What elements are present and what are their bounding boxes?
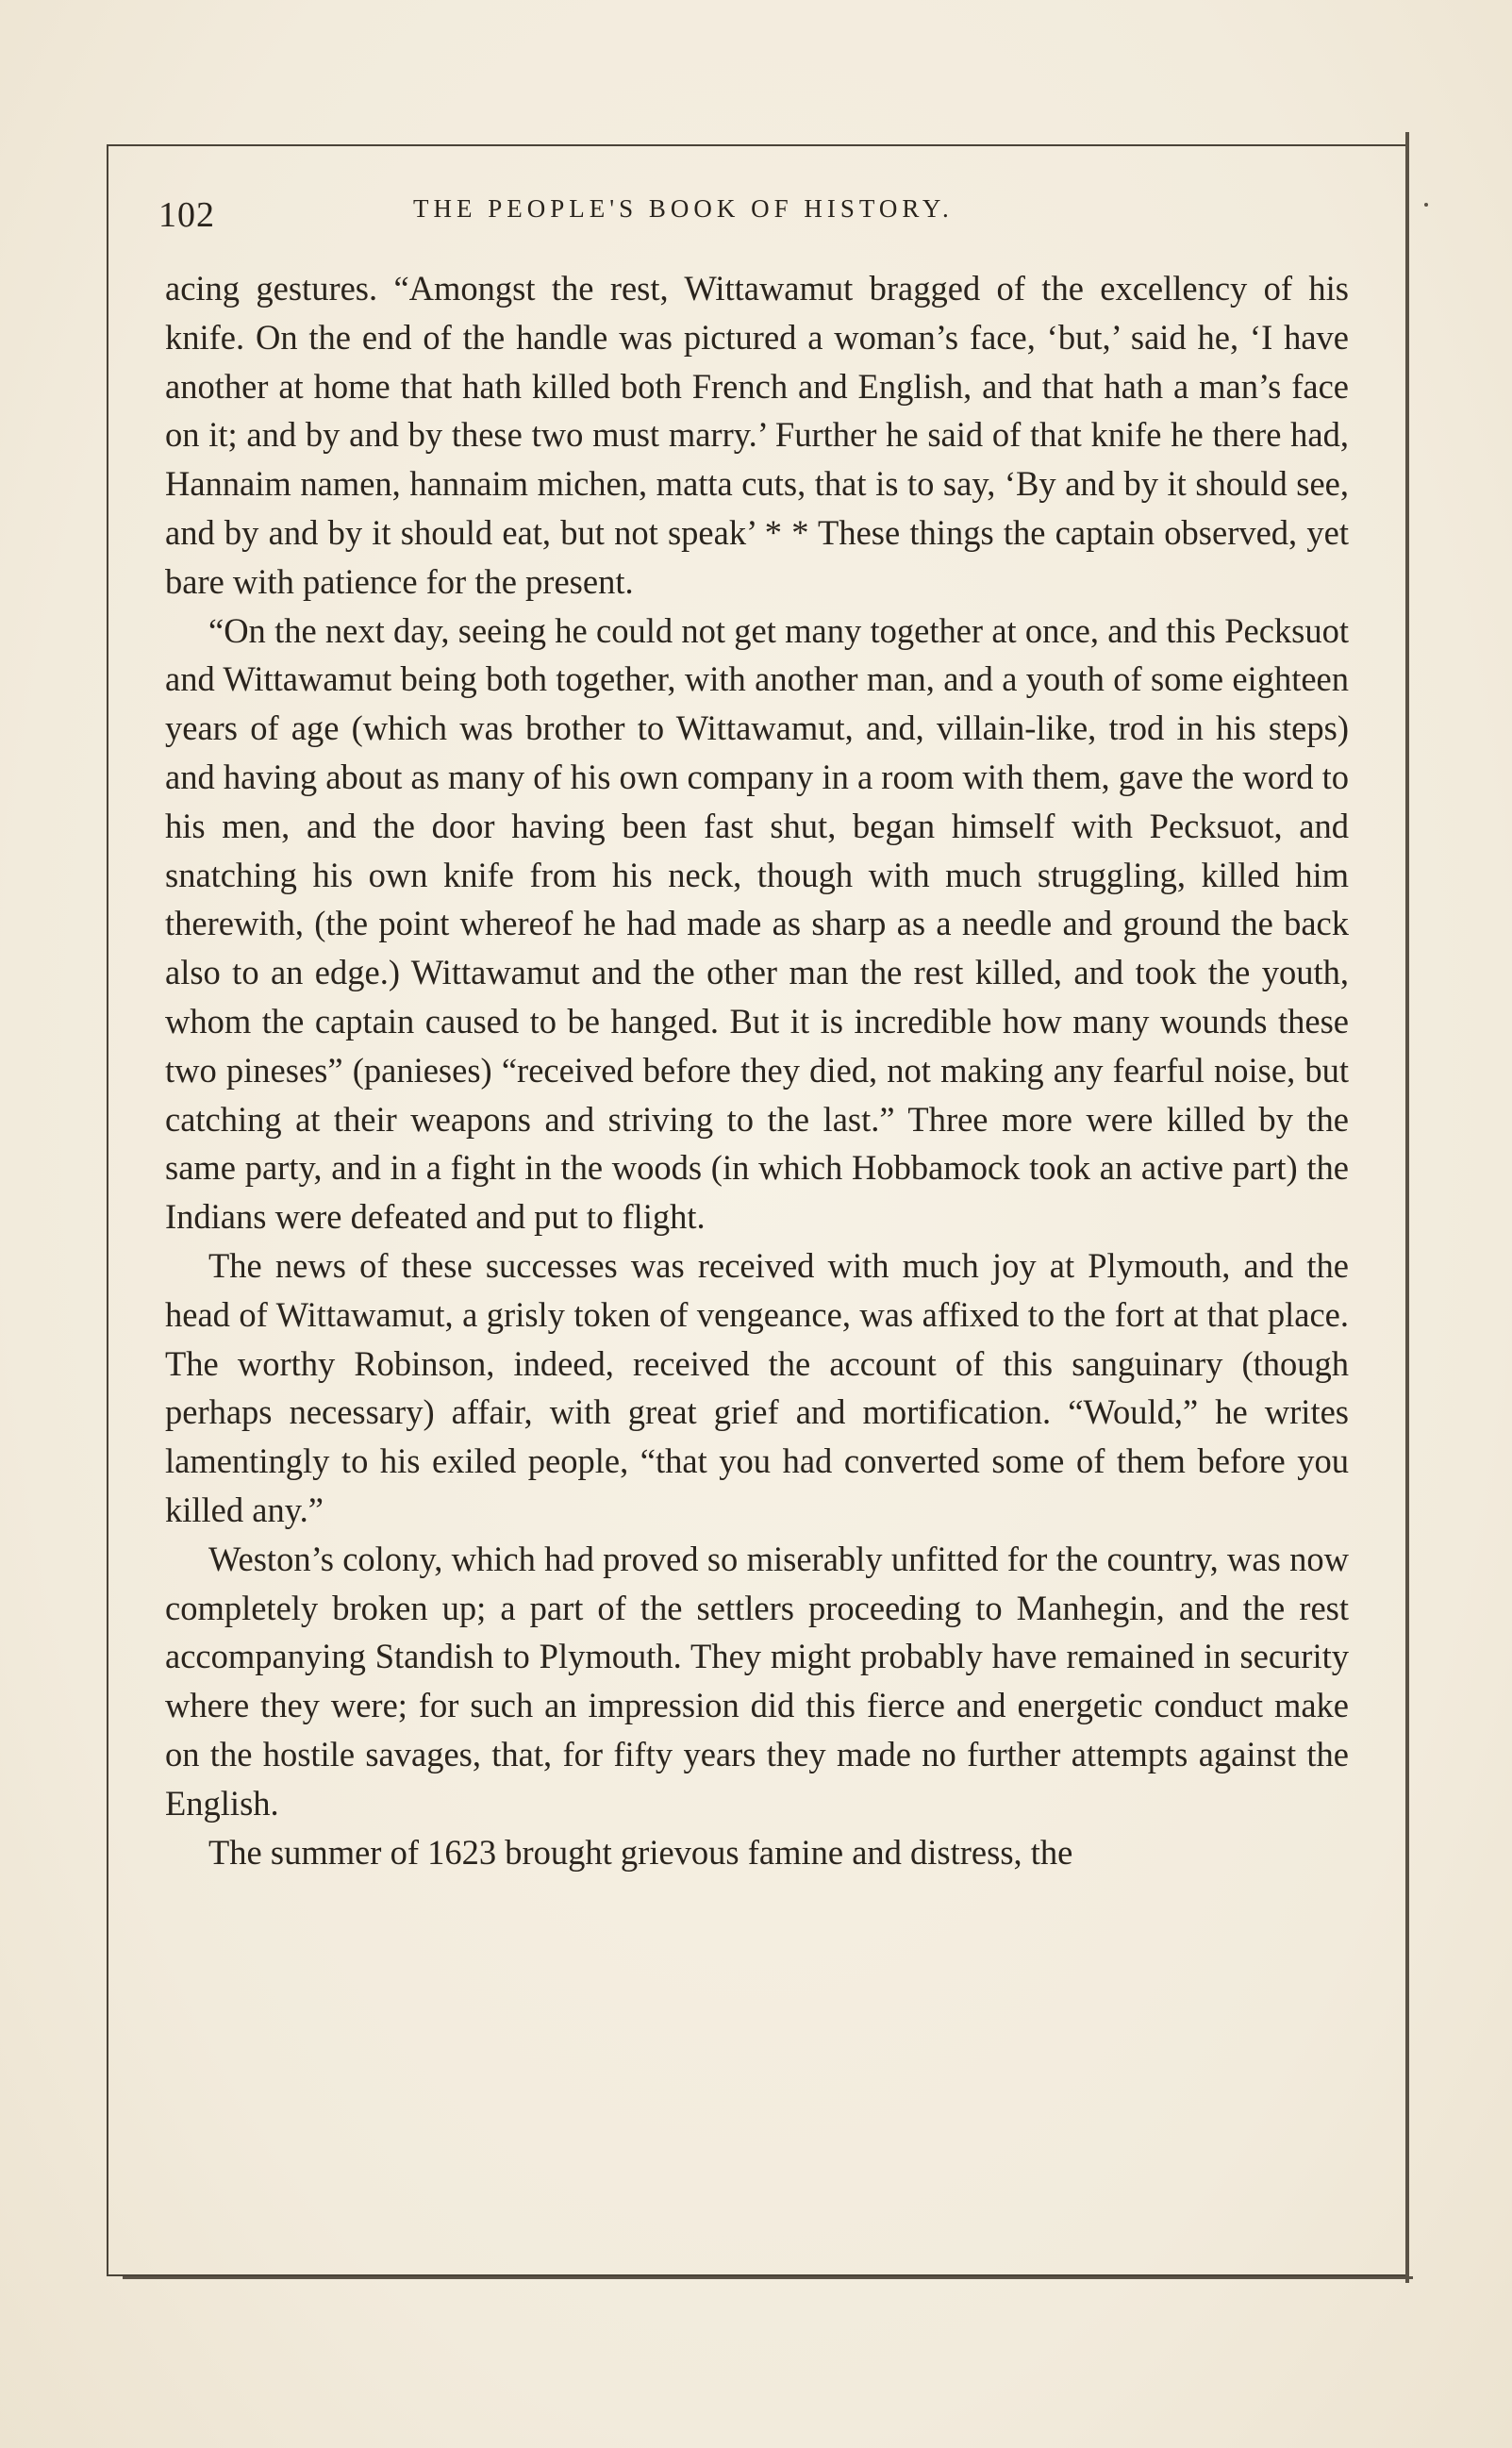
- border-right-edge: [1405, 132, 1409, 2283]
- paragraph: “On the next day, seeing he could not get many together at once, and this Pecksuot and Wittawamut being both together, with another man, and a youth of some eighteen years of age (which was brother to Wittawamut, and, villain-like, trod in his steps) and having about as many of his own company in a room with them, gave the word to his men, and the door having been fast shut, began himself with Pecksuot, and snatching his own knife from his neck, though with much struggling, killed him therewith, (the point whereof he had made as sharp as a needle and ground the back also to an edge.) Wittawamut and the other man the rest killed, and took the youth, whom the captain caused to be hanged. But it is incredible how many wounds these two pineses” (panieses) “received before they died, not making any fearful noise, but catching at their weapons and striving to the last.” Three more were killed by the same party, and in a fight in the woods (in which Hobbamock took an active part) the Indians were defeated and put to flight.: [165, 610, 1349, 1237]
- running-title: THE PEOPLE'S BOOK OF HISTORY.: [413, 194, 954, 223]
- page-header: [158, 187, 1385, 243]
- paragraph: acing gestures. “Amongst the rest, Wittawamut bragged of the excellency of his knife. On the end of the handle was pictured a woman’s face, ‘but,’ said he, ‘I have another at home that hath killed both French and English, and that hath a man’s face on it; and by and by these two must marry.’ Further he said of that knife he there had, Hannaim namen, hannaim michen, matta cuts, that is to say, ‘By and by it should see, and by and by it should eat, but not speak’ * * These things the captain observed, yet bare with patience for the present.: [165, 269, 1349, 601]
- body-text: [165, 264, 1349, 1876]
- margin-mark: [1424, 203, 1428, 207]
- paragraph: Weston’s colony, which had proved so miserably unfitted for the country, was now completely broken up; a part of the settlers proceeding to Manhegin, and the rest accompanying Standish to Plymouth. They might probably have remained in security where they were; for such an impression did this fierce and energetic conduct make on the hostile savages, that, for fifty years they made no further attempts against the English.: [165, 1539, 1349, 1823]
- paragraph: The news of these successes was received with much joy at Plymouth, and the head of Wittawamut, a grisly token of vengeance, was affixed to the fort at that place. The worthy Robinson, indeed, received the account of this sanguinary (though perhaps necessary) affair, with great grief and mortification. “Would,” he writes lamentingly to his exiled people, “that you had converted some of them before you killed any.”: [165, 1245, 1349, 1529]
- page-number: 102: [158, 195, 215, 235]
- paragraph: The summer of 1623 brought grievous famine and distress, the: [208, 1832, 1073, 1872]
- border-bottom-edge: [123, 2276, 1413, 2279]
